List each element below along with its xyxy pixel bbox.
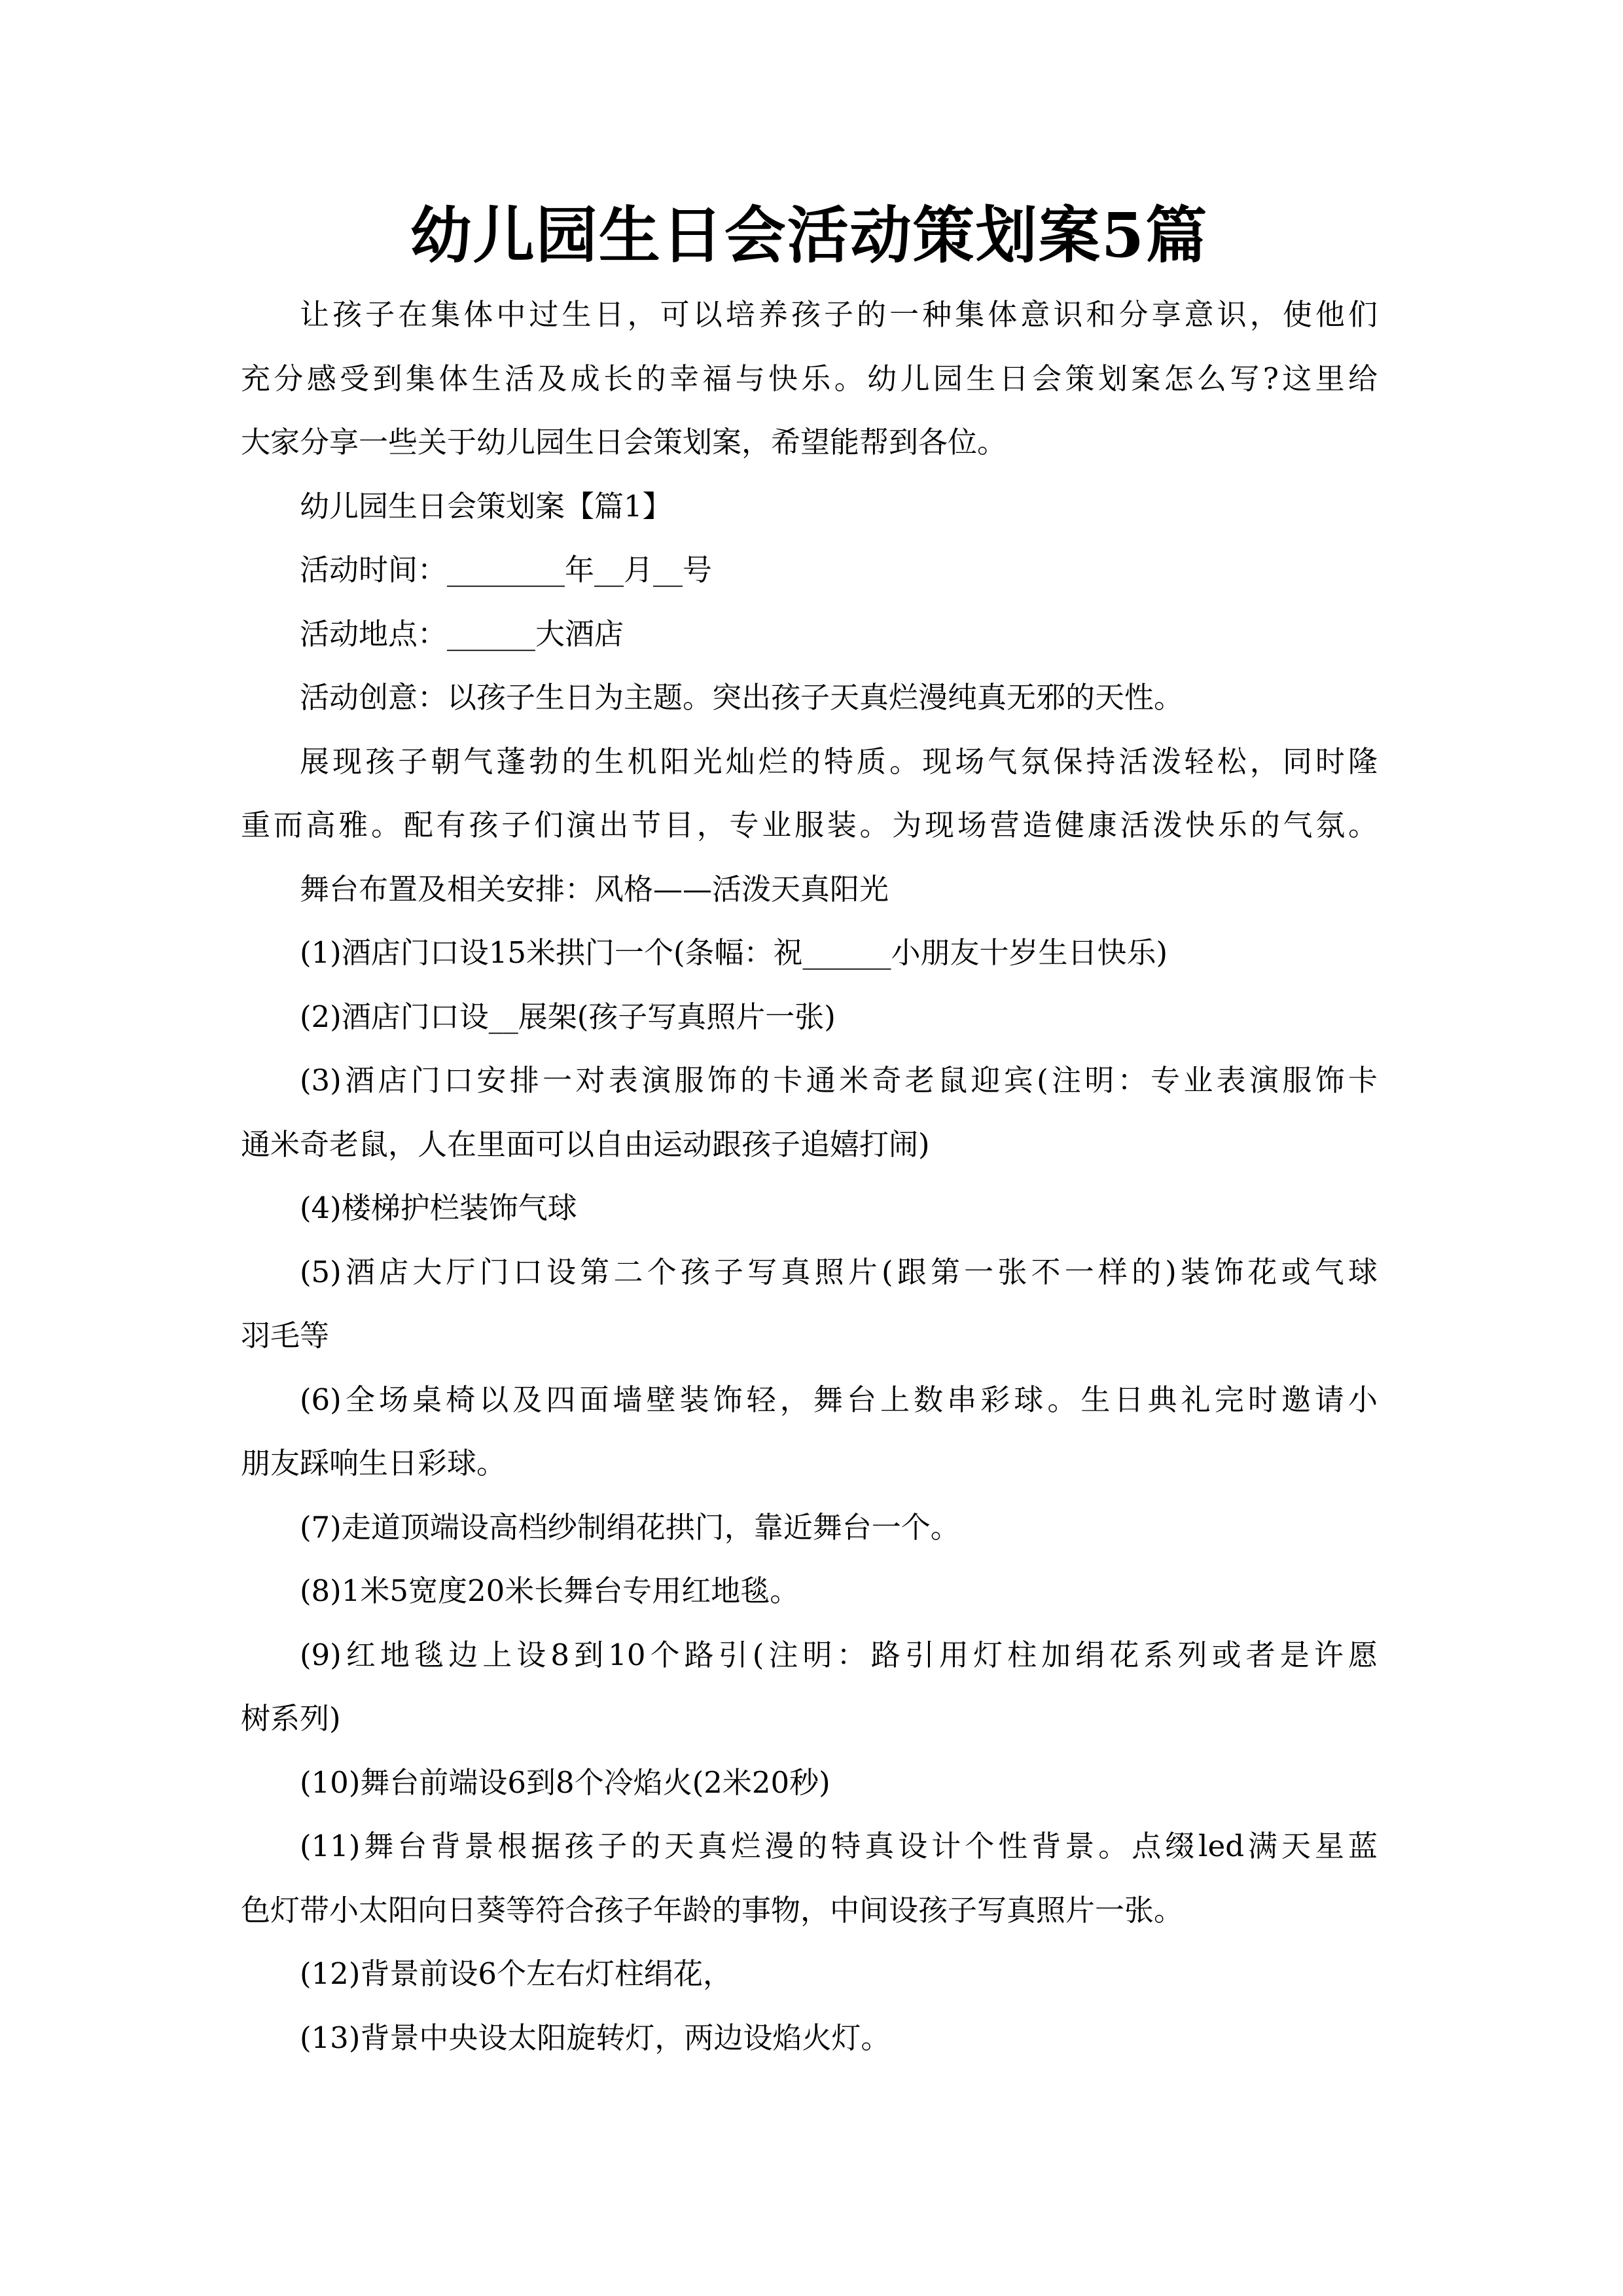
paragraph-activity-idea [241,676,1378,740]
text-line: (4)楼梯护栏装饰气球 [300,1191,577,1225]
paragraph-item-13 [241,2017,1378,2081]
text-line: 羽毛等 [241,1318,330,1353]
paragraph-activity-show [241,740,1378,868]
paragraph-activity-location [241,613,1378,677]
paragraph-section-heading-1 [241,485,1378,549]
text-line: (10)舞台前端设6到8个冷焰火(2米20秒) [300,1765,830,1800]
paragraph-intro [241,293,1378,485]
text-line: (11)舞台背景根据孩子的天真烂漫的特真设计个性背景。点缀led满天星蓝 [300,1829,1378,1863]
text-line: (13)背景中央设太阳旋转灯，两边设焰火灯。 [300,2020,891,2055]
paragraph-activity-time [241,548,1378,613]
text-line: (8)1米5宽度20米长舞台专用红地毯。 [300,1573,800,1608]
text-line: 朋友踩响生日彩球。 [241,1446,507,1480]
text-line: 活动时间：________年__月__号 [300,552,713,587]
text-line: (3)酒店门口安排一对表演服饰的卡通米奇老鼠迎宾(注明：专业表演服饰卡 [300,1063,1378,1098]
text-line: 通米奇老鼠，人在里面可以自由运动跟孩子追嬉打闹) [241,1126,930,1162]
paragraph-item-6 [241,1378,1378,1506]
text-line: (2)酒店门口设__展架(孩子写真照片一张) [300,999,836,1034]
paragraph-item-1 [241,931,1378,996]
paragraph-item-9 [241,1634,1378,1761]
text-line: 舞台布置及相关安排：风格——活泼天真阳光 [300,871,889,906]
paragraph-item-10 [241,1761,1378,1825]
paragraph-item-3 [241,1059,1378,1187]
text-line: 重而高雅。配有孩子们演出节目，专业服装。为现场营造健康活泼快乐的气氛。 [241,808,1378,842]
document-body [241,293,1378,2080]
text-line: (9)红地毯边上设8到10个路引(注明：路引用灯柱加绢花系列或者是许愿 [300,1637,1378,1672]
text-line: 色灯带小太阳向日葵等符合孩子年龄的事物，中间设孩子写真照片一张。 [241,1892,1184,1928]
text-line: 大家分享一些关于幼儿园生日会策划案，希望能帮到各位。 [241,425,1007,459]
text-line: (5)酒店大厅门口设第二个孩子写真照片(跟第一张不一样的)装饰花或气球 [300,1254,1378,1289]
paragraph-item-4 [241,1187,1378,1251]
text-line: (12)背景前设6个左右灯柱绢花， [300,1956,733,1991]
text-line: (6)全场桌椅以及四面墙壁装饰轻，舞台上数串彩球。生日典礼完时邀请小 [300,1382,1378,1417]
document-title: 幼儿园生日会活动策划案5篇 [410,200,1209,272]
text-line: 活动创意：以孩子生日为主题。突出孩子天真烂漫纯真无邪的天性。 [300,680,1184,715]
paragraph-item-7 [241,1506,1378,1570]
text-line: 展现孩子朝气蓬勃的生机阳光灿烂的特质。现场气氛保持活泼轻松，同时隆 [300,744,1378,779]
text-line: 充分感受到集体生活及成长的幸福与快乐。幼儿园生日会策划案怎么写?这里给 [241,361,1378,396]
paragraph-item-11 [241,1825,1378,1952]
text-line: 幼儿园生日会策划案【篇1】 [300,488,672,524]
text-line: 树系列) [241,1701,341,1736]
text-line: (7)走道顶端设高档纱制绢花拱门，靠近舞台一个。 [300,1509,960,1545]
text-line: 活动地点：______大酒店 [300,616,624,651]
text-line: 让孩子在集体中过生日，可以培养孩子的一种集体意识和分享意识，使他们 [300,297,1378,332]
paragraph-stage-layout [241,868,1378,932]
paragraph-item-8 [241,1570,1378,1634]
paragraph-item-12 [241,1952,1378,2017]
paragraph-item-2 [241,996,1378,1060]
paragraph-item-5 [241,1251,1378,1378]
text-line: (1)酒店门口设15米拱门一个(条幅：祝______小朋友十岁生日快乐) [300,935,1168,970]
